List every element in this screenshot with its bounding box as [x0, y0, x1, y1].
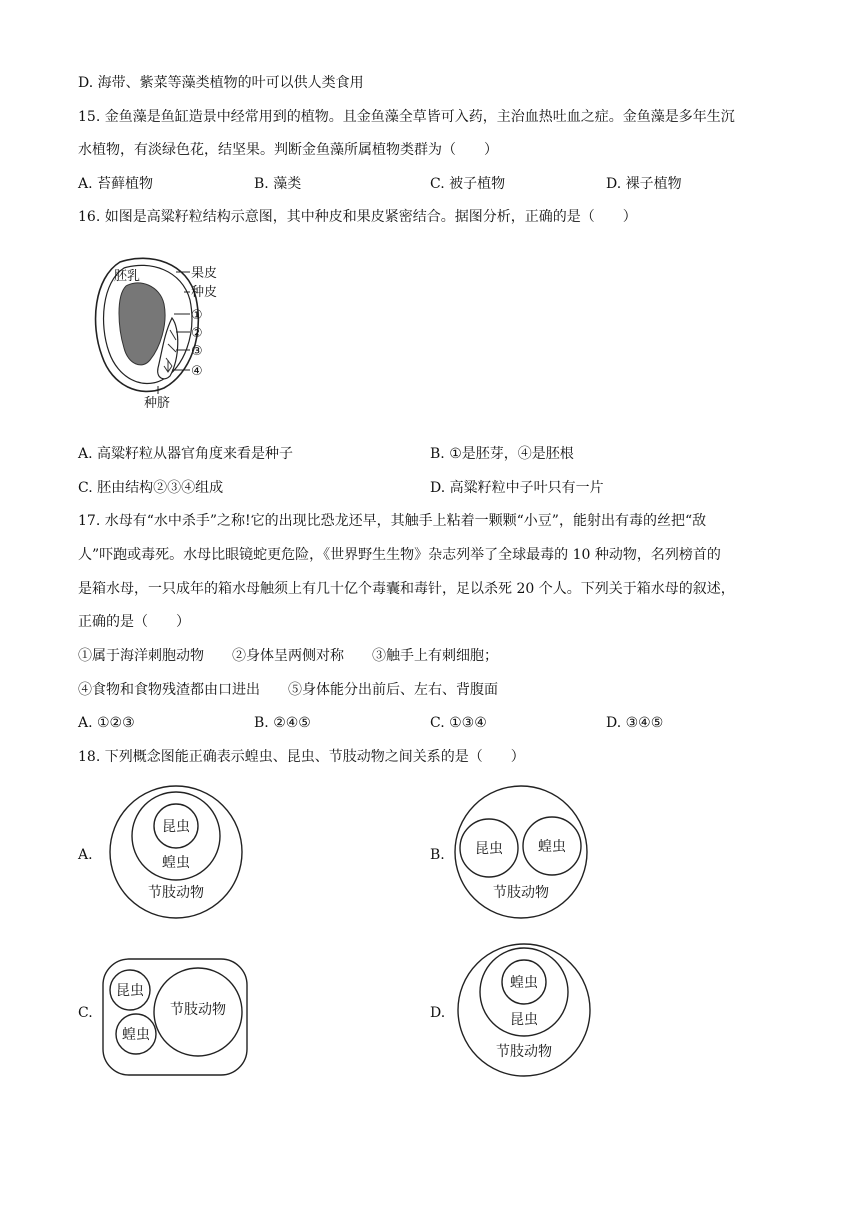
label-endosperm: 胚乳 [114, 269, 141, 284]
label-num-2: ② [191, 326, 203, 341]
diagram-d-locust: 蝗虫 [510, 975, 538, 991]
q16-option-a: A. 高粱籽粒从器官角度来看是种子 [78, 446, 294, 462]
q16-option-d: D. 高粱籽粒中子叶只有一片 [430, 480, 604, 496]
q18-option-c-letter: C. [78, 1005, 93, 1021]
diagram-c-locust: 蝗虫 [122, 1027, 150, 1043]
q15-stem-line1: 15. 金鱼藻是鱼缸造景中经常用到的植物。且金鱼藻全草皆可入药，主治血热吐血之症。金鱼藻是多年生沉 [78, 109, 735, 125]
diagram-a-arthropod: 节肢动物 [148, 885, 204, 901]
q14-option-d: D. 海带、紫菜等藻类植物的叶可以供人类食用 [78, 75, 364, 91]
label-num-3: ③ [191, 344, 203, 359]
q18-stem: 18. 下列概念图能正确表示蝗虫、昆虫、节肢动物之间关系的是（ ） [78, 749, 525, 765]
q17-stem-line1: 17. 水母有“水中杀手”之称!它的出现比恐龙还早，其触手上粘着一颗颗“小豆”，能射出有毒的丝把“敌 [78, 513, 707, 529]
sorghum-grain-diagram [80, 248, 240, 408]
q15-option-c: C. 被子植物 [430, 176, 506, 192]
q17-option-c: C. ①③④ [430, 715, 487, 731]
q18-option-b-letter: B. [430, 847, 445, 863]
q18-option-d-letter: D. [430, 1005, 446, 1021]
q18-option-a-letter: A. [78, 847, 93, 863]
q18-diagram-b [446, 782, 596, 922]
diagram-b-locust: 蝗虫 [538, 839, 566, 855]
q17-statements-line1: ①属于海洋刺胞动物 ②身体呈两侧对称 ③触手上有刺细胞； [78, 648, 498, 664]
endosperm-region [119, 283, 165, 365]
diagram-a-locust: 蝗虫 [162, 855, 190, 871]
diagram-c-insect: 昆虫 [116, 983, 144, 999]
diagram-c-arthropod: 节肢动物 [170, 1002, 226, 1018]
q18-diagram-c [102, 958, 252, 1078]
diagram-b-insect: 昆虫 [475, 841, 503, 857]
diagram-b-arthropod: 节肢动物 [493, 885, 549, 901]
q17-stem-line2: 人”吓跑或毒死。水母比眼镜蛇更危险，《世界野生生物》杂志列举了全球最毒的 10 种动物，名列榜首的 [78, 547, 721, 563]
q17-option-b: B. ②④⑤ [254, 715, 311, 731]
label-num-4: ④ [191, 364, 203, 379]
q15-option-b: B. 藻类 [254, 176, 302, 192]
diagram-d-arthropod: 节肢动物 [496, 1044, 552, 1060]
q16-stem: 16. 如图是高粱籽粒结构示意图，其中种皮和果皮紧密结合。据图分析，正确的是（ ） [78, 209, 637, 225]
diagram-d-insect: 昆虫 [510, 1012, 538, 1028]
q15-stem-line2: 水植物，有淡绿色花，结坚果。判断金鱼藻所属植物类群为（ ） [78, 142, 498, 158]
q15-option-d: D. 裸子植物 [606, 176, 682, 192]
diagram-a-insect: 昆虫 [162, 819, 190, 835]
q15-option-a: A. 苔藓植物 [78, 176, 154, 192]
q16-option-b: B. ①是胚芽，④是胚根 [430, 446, 574, 462]
label-seed-coat: 种皮 [191, 285, 218, 300]
q17-option-d: D. ③④⑤ [606, 715, 664, 731]
label-pericarp: 果皮 [191, 266, 218, 281]
label-hilum: 种脐 [144, 396, 171, 408]
q18-diagram-a [103, 782, 253, 922]
q17-stem-line3: 是箱水母，一只成年的箱水母触须上有几十亿个毒囊和毒针，足以杀死 20 个人。下列关于箱水母的叙述， [78, 581, 735, 597]
label-num-1: ① [191, 308, 203, 323]
q17-option-a: A. ①②③ [78, 715, 135, 731]
q17-stem-line4: 正确的是（ ） [78, 614, 190, 630]
q18-diagram-d [451, 940, 601, 1080]
q17-statements-line2: ④食物和食物残渣都由口进出 ⑤身体能分出前后、左右、背腹面 [78, 682, 498, 698]
q16-option-c: C. 胚由结构②③④组成 [78, 480, 224, 496]
